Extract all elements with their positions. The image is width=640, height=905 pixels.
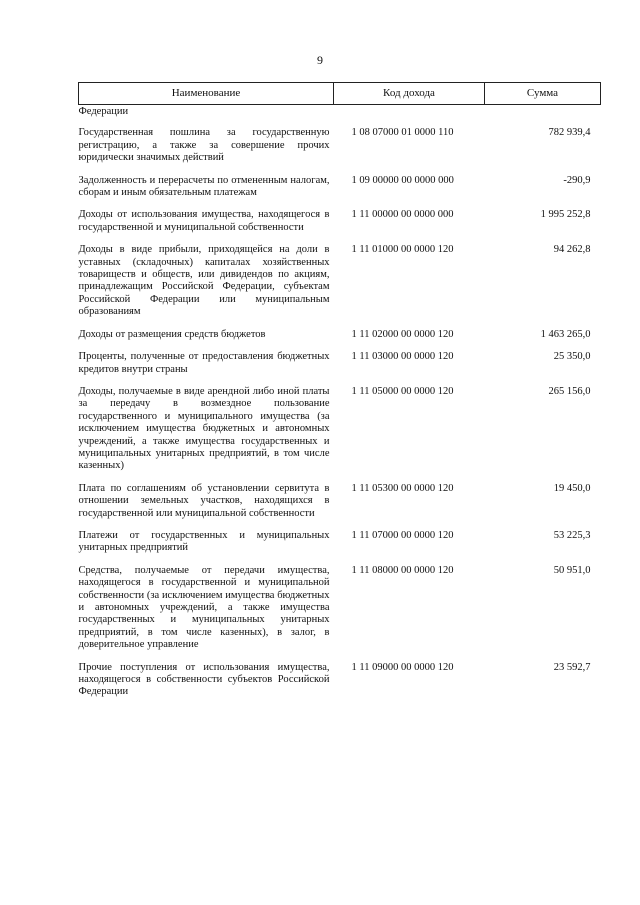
row-sum: 23 592,7 (553, 661, 591, 673)
row-sum: 25 350,0 (553, 351, 591, 363)
page-number: 9 (317, 53, 323, 67)
table-row (79, 244, 601, 328)
row-code: 1 11 00000 00 0000 000 (351, 209, 454, 221)
table-row (79, 105, 601, 128)
row-code: 1 11 07000 00 0000 120 (351, 529, 454, 541)
row-name: Доходы от использования имущества, находящегося в государственной и муниципальной собственности (78, 209, 330, 233)
row-sum: 50 951,0 (553, 564, 591, 576)
row-code: 1 11 05300 00 0000 120 (351, 482, 454, 494)
table-row (79, 483, 601, 530)
table-row (79, 175, 601, 210)
row-sum (485, 105, 601, 128)
row-name: Проценты, полученные от предоставления бюджетных кредитов внутри страны (78, 351, 330, 375)
row-sum: 1 995 252,8 (540, 209, 591, 221)
row-name: Федерации (78, 106, 129, 117)
row-sum: 782 939,4 (548, 127, 591, 139)
table-row (79, 209, 601, 244)
row-code (334, 105, 485, 128)
row-sum: 94 262,8 (553, 244, 591, 256)
table-row (79, 662, 601, 709)
header-sum: Сумма (485, 83, 601, 105)
row-sum: 53 225,3 (553, 529, 591, 541)
revenue-table (78, 82, 601, 709)
row-code: 1 11 01000 00 0000 120 (351, 244, 454, 256)
table-row (79, 127, 601, 174)
row-code: 1 11 03000 00 0000 120 (351, 351, 454, 363)
row-code: 1 08 07000 01 0000 110 (351, 127, 454, 139)
table-row (79, 530, 601, 565)
row-sum: 265 156,0 (548, 385, 591, 397)
row-code: 1 11 05000 00 0000 120 (351, 385, 454, 397)
row-sum: 19 450,0 (553, 482, 591, 494)
table-row (79, 386, 601, 483)
row-name: Платежи от государственных и муниципальных унитарных предприятий (78, 529, 330, 554)
table-header (79, 83, 601, 105)
row-name: Государственная пошлина за государственную регистрацию, а также за совершение прочих юридически значимых действий (78, 127, 330, 164)
row-name: Доходы в виде прибыли, приходящейся на доли в уставных (складочных) капиталах хозяйственных товариществ и обществ, или дивидендов по акциям, принадлежащим Российской Федерации, субъектам Российской Федерации или муниципальным образованиям (78, 244, 330, 318)
row-name: Средства, получаемые от передачи имущества, находящегося в государственной и муниципальной собственности (за исключением имущества бюджетных и автономных учреждений, а также имущества государственных и муниципальных унитарных предприятий, в том числе казенных), в залог, в доверительное управление (78, 564, 330, 651)
row-sum: 1 463 265,0 (540, 328, 591, 340)
row-name: Доходы от размещения средств бюджетов (78, 328, 266, 340)
table-row (79, 351, 601, 386)
row-name: Прочие поступления от использования имущества, находящегося в собственности субъектов Российской Федерации (78, 661, 330, 698)
row-sum: -290,9 (563, 174, 591, 186)
table-row (79, 565, 601, 662)
row-name: Доходы, получаемые в виде арендной либо иной платы за передачу в возмездное пользование государственного и муниципального имущества (за исключением имущества бюджетных и автономных учреждений, а также имущества государственных и муниципальных унитарных предприятий, в том числе казенных) (78, 385, 330, 472)
table-row (79, 329, 601, 351)
row-code: 1 11 02000 00 0000 120 (351, 328, 454, 340)
row-name: Плата по соглашениям об установлении сервитута в отношении земельных участков, находящихся в государственной или муниципальной собственности (78, 482, 330, 519)
row-code: 1 09 00000 00 0000 000 (351, 174, 454, 186)
row-code: 1 11 09000 00 0000 120 (351, 661, 454, 673)
header-code: Код дохода (334, 83, 485, 105)
header-name: Наименование (79, 83, 334, 105)
row-name: Задолженность и перерасчеты по отмененным налогам, сборам и иным обязательным платежам (78, 174, 330, 199)
row-code: 1 11 08000 00 0000 120 (351, 564, 454, 576)
